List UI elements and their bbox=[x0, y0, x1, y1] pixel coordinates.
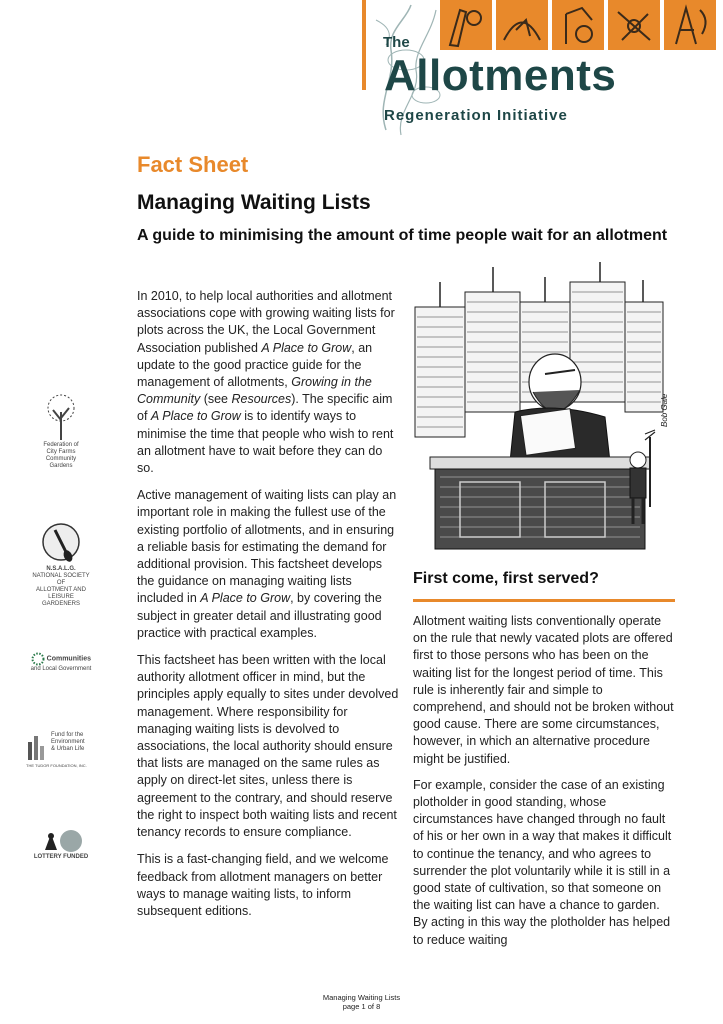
logo-the: The bbox=[383, 34, 410, 51]
paragraph-audience: This factsheet has been written with the local authority allotment officer in mind, but the principles apply equally to sites under devolved management. Where responsibility for managing waiting lists is devolved to associations, the local authority should ensure that lists are managed on the same rules as apply on direct-let sites, unless there is agreement to the contrary, and should reserve the right to inspect both waiting lists and recent tenancy records to ensure compliance. bbox=[137, 653, 399, 840]
page-number: page 1 of 8 bbox=[342, 1002, 381, 1011]
logo-allotments: Allotments bbox=[384, 51, 617, 100]
gardening-tile-2 bbox=[496, 0, 548, 50]
section-heading-first-come: First come, first served? bbox=[413, 570, 599, 587]
left-column bbox=[137, 288, 399, 930]
page-subtitle: A guide to minimising the amount of time people wait for an allotment bbox=[137, 227, 668, 244]
dots-circle-icon bbox=[31, 652, 45, 666]
right-column bbox=[413, 613, 677, 958]
tree-icon bbox=[41, 392, 81, 442]
footer-title: Managing Waiting Lists bbox=[322, 993, 401, 1002]
spade-icon bbox=[41, 522, 81, 566]
gardening-tile-4 bbox=[608, 0, 660, 50]
gardening-tile-3 bbox=[552, 0, 604, 50]
paragraph-active-management: Active management of waiting lists can play an important role in making the fullest use of the existing portfolio of allotments, and in ensuring a reliable basis for estimating the demand for additional provision. This factsheet develops the guidance on managing waiting lists included in A Place to Grow, by covering the subject in greater detail and illustrating good practice with practical examples. bbox=[137, 488, 397, 640]
paragraph-feedback: This is a fast-changing field, and we welcome feedback from allotment managers on better ways to manage waiting lists, to inform subsequent editions. bbox=[137, 852, 389, 918]
cartoon-illustration bbox=[405, 262, 673, 557]
illustration-signature: Bob Gale bbox=[660, 393, 669, 427]
gardening-tile-5 bbox=[664, 0, 716, 50]
lottery-icon bbox=[37, 828, 85, 854]
fund-environment-logo: Fund for the Environment & Urban Life THE TUDOR FOUNDATION, INC. bbox=[26, 732, 87, 768]
fact-sheet-label: Fact Sheet bbox=[137, 152, 249, 177]
bars-icon bbox=[26, 732, 48, 762]
section-heading-rule bbox=[413, 599, 675, 602]
paragraph-intro: In 2010, to help local authorities and allotment associations cope with growing waiting lists for plots across the UK, the Local Government Association published A Place to Grow, an update to the good practice guide for the management of allotments, Growing in the Community (see Resources). The specific aim of A Place to Grow is to identify ways to minimise the time that people who wish to rent an allotment have to wait before they can do so. bbox=[137, 289, 395, 476]
nsalg-logo: N.S.A.L.G. NATIONAL SOCIETY OF ALLOTMENT AND LEISURE GARDENERS bbox=[30, 522, 92, 608]
lottery-funded-logo: LOTTERY FUNDED bbox=[30, 828, 92, 861]
header-image-tiles bbox=[440, 0, 716, 50]
federation-city-farms-logo: Federation of City Farms Community Gardens bbox=[30, 392, 92, 470]
paragraph-example: For example, consider the case of an existing plotholder in good standing, whose circumstances have changed through no fault of his or her own in a way that makes it difficult to continue the tenancy, and who agrees to surrender the plot voluntarily while it is still in a good state of cultivation, so that someone on the waiting list can have a chance to garden. By acting in this way the plotholder has helped to reduce waiting bbox=[413, 777, 672, 947]
page-footer bbox=[0, 993, 723, 1011]
page-title: Managing Waiting Lists bbox=[137, 191, 371, 214]
communities-logo: Communities and Local Government bbox=[26, 652, 96, 673]
gardening-tile-1 bbox=[440, 0, 492, 50]
logo-subtitle: Regeneration Initiative bbox=[384, 107, 568, 124]
paragraph-conventional-rule: Allotment waiting lists conventionally operate on the rule that newly vacated plots are offered first to those persons who has been on the waiting list for the longest period of time. This rule is inherently fair and simple to comprehend, and should not be broken without good cause. There are some circumstances, however, in which an alternative procedure might be justified. bbox=[413, 614, 674, 766]
